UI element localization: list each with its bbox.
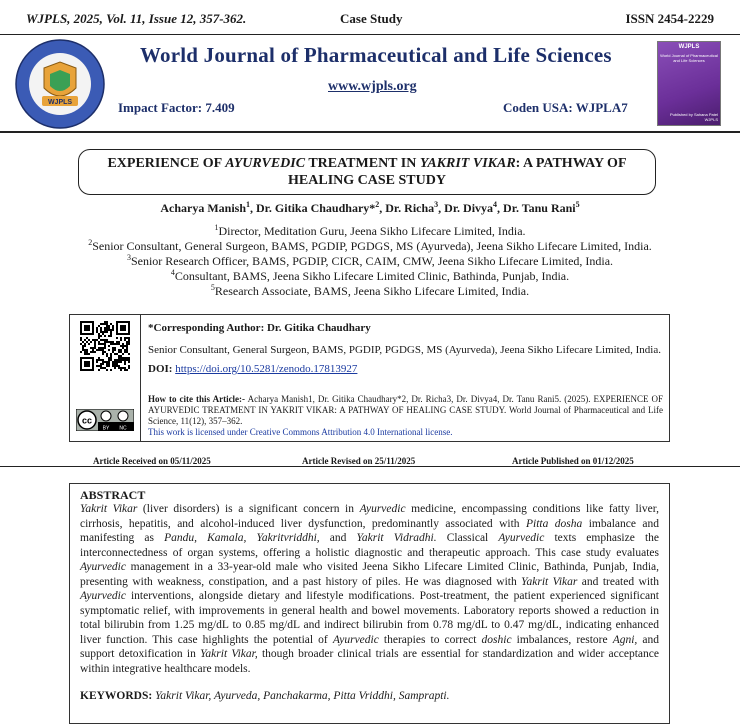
- abstract-text: [80, 502, 659, 676]
- author-affiliation: Senior Consultant, General Surgeon, BAMS, PGDIP, PGDGS, MS (Ayurveda), Jeena Sikho Lifecare Limited, India.: [148, 344, 661, 356]
- abstract-segment: Pandu, Kamala, Yakritvriddhi,: [164, 532, 320, 544]
- svg-text:NC: NC: [119, 425, 127, 431]
- cover-subtitle: World Journal of Pharmaceutical and Life Sciences: [660, 53, 718, 63]
- published-date: Article Published on 01/12/2025: [512, 456, 634, 466]
- coden: Coden USA: WJPLA7: [503, 100, 628, 115]
- journal-logo: [14, 38, 106, 130]
- license-link[interactable]: This work is licensed under Creative Commons Attribution 4.0 International license.: [148, 427, 453, 437]
- cite-text: Acharya Manish1, Dr. Gitika Chaudhary*2, Dr. Richa3, Dr. Divya4, Dr. Tanu Rani5. (2025). EXPERIENCE OF AYURVEDIC TREATMENT IN YAKRIT VIKAR: A PATHWAY OF HEALING CASE STUDY. World Journal of Pharmaceutical and Life Science, 11(12), 357–362.: [148, 394, 664, 426]
- abstract-segment: Ayurvedic: [332, 633, 379, 646]
- title-segment: TREATMENT IN: [305, 156, 420, 171]
- svg-text:BY: BY: [102, 425, 110, 431]
- author-list: Acharya Manish$^1$, Dr. Gitika Chaudhary*$^2$, Dr. Richa$^3$, Dr. Divya$^4$, Dr. Tanu Rani$^5$: [160, 200, 580, 215]
- abstract-segment: imbalances, restore: [511, 633, 613, 646]
- corresponding-author-card: [69, 314, 670, 442]
- corresponding-author-heading: *Corresponding Author: Dr. Gitika Chaudhary: [148, 322, 371, 334]
- affiliation-line: $^4$Consultant, BAMS, Jeena Sikho Lifecare Limited Clinic, Bathinda, Punjab, India.: [170, 268, 570, 283]
- abstract-segment: Pitta dosha: [525, 517, 583, 530]
- article-type: Case Study: [340, 11, 403, 26]
- journal-citation: WJPLS, 2025, Vol. 11, Issue 12, 357-362.: [26, 11, 247, 26]
- issn: ISSN 2454-2229: [625, 11, 714, 26]
- abstract-segment: Ayurvedic: [80, 590, 126, 602]
- abstract-box: [69, 483, 670, 724]
- header-rule: [0, 34, 740, 35]
- qr-code-icon[interactable]: [80, 321, 130, 371]
- abstract-segment: and support detoxification in: [80, 633, 659, 660]
- cover-publisher: Published by Sahana Patel WJPLS: [669, 112, 718, 122]
- abstract-segment: therapies to correct: [378, 633, 482, 646]
- abstract-segment: Ayurvedic: [359, 503, 406, 515]
- impact-factor: Impact Factor: 7.409: [118, 100, 235, 115]
- abstract-segment: texts emphasize the interconnectedness of organ systems, offering a holistic diagnostic and therapeutic approach. This case study evaluates: [80, 532, 659, 559]
- author-name: Acharya Manish$^1$: [160, 200, 251, 215]
- title-segment: EXPERIENCE OF: [107, 156, 226, 171]
- abstract-segment: (liver disorders) is a significant concern in: [137, 503, 360, 515]
- cite-label: How to cite this Article:-: [148, 394, 246, 404]
- doi-link[interactable]: https://doi.org/10.5281/zenodo.17813927: [175, 363, 358, 375]
- svg-text:cc: cc: [81, 415, 93, 426]
- affiliation-line: $^2$Senior Consultant, General Surgeon, BAMS, PGDIP, PGDGS, MS (Ayurveda), Jeena Sikho Lifecare Limited, India.: [88, 238, 652, 253]
- journal-cover-image: [657, 41, 721, 126]
- abstract-segment: management in a 33-year-old male who visited Jeena Sikho Lifecare Limited Clinic, Bathinda, Punjab, India, presenting with weakness, constipation, and a past history of piles. He was diagnosed with: [80, 561, 659, 588]
- article-title: [78, 149, 656, 195]
- abstract-segment: Ayurvedic: [80, 561, 126, 573]
- abstract-segment: Ayurvedic: [498, 532, 545, 544]
- card-divider: [140, 315, 141, 441]
- corresponding-author-details: [148, 341, 663, 379]
- logo-text: WJPLS: [47, 99, 73, 106]
- abstract-segment: medicine, encompassing conditions like fatty liver, cirrhosis, hepatitis, and alcohol-induced liver dysfunction, predominantly associated with: [80, 503, 659, 530]
- abstract-segment: interventions, alongside dietary and lifestyle modifications. Post-treatment, the patient experienced significant symptomatic relief, with improvements in general health and bowel movements. Laboratory reports showed a reduction in total bilirubin from 1.25 mg/dL to 0.85 mg/dL and indirect bilirubin from 0.78 mg/dL to 0.47 mg/dL, indicating enhanced liver function. This case highlights the potential of: [80, 590, 659, 646]
- abstract-segment: though broader clinical trials are essential for standardization and wider acceptance within integrative healthcare models.: [80, 648, 659, 675]
- dates-rule: [0, 466, 740, 467]
- affiliation-line: $^3$Senior Research Officer, BAMS, PGDIP, CICR, CAIM, CMW, Jeena Sikho Lifecare Limited, India.: [126, 253, 614, 268]
- abstract-segment: Classical: [436, 532, 499, 544]
- title-segment: YAKRIT VIKAR: [419, 156, 516, 171]
- journal-url-link[interactable]: www.wjpls.org: [328, 79, 417, 94]
- cover-title: WJPLS: [678, 44, 700, 50]
- running-header: [0, 0, 740, 36]
- journal-name: World Journal of Pharmaceutical and Life Sciences: [140, 43, 612, 67]
- title-segment: AYURVEDIC: [225, 156, 306, 171]
- title-segment: : A PATHWAY OF HEALING CASE STUDY: [288, 156, 627, 188]
- abstract-segment: and: [319, 532, 357, 544]
- abstract-segment: doshic: [481, 633, 512, 646]
- keywords-text: Yakrit Vikar, Ayurveda, Panchakarma, Pitta Vriddhi, Samprapti.: [155, 690, 450, 702]
- abstract-segment: and treated with: [577, 575, 659, 588]
- abstract-segment: Agni,: [612, 633, 638, 646]
- keywords: [80, 690, 659, 702]
- keywords-label: KEYWORDS:: [80, 690, 153, 702]
- received-date: Article Received on 05/11/2025: [93, 456, 211, 466]
- masthead-rule: [0, 131, 740, 133]
- abstract-heading: ABSTRACT: [80, 488, 146, 502]
- abstract-segment: Yakrit Vikar: [80, 503, 138, 515]
- author-name: Dr. Gitika Chaudhary*$^2$: [256, 200, 380, 215]
- creative-commons-icon: [76, 409, 134, 431]
- abstract-segment: Yakrit Vidradhi.: [356, 532, 437, 544]
- abstract-segment: Yakrit Vikar: [521, 575, 578, 588]
- author-name: Dr. Richa$^3$: [385, 200, 439, 215]
- affiliation-line: $^5$Research Associate, BAMS, Jeena Sikho Lifecare Limited, India.: [210, 283, 530, 298]
- citation-info: [148, 394, 663, 438]
- abstract-segment: imbalance and manifesting as: [80, 517, 659, 544]
- affiliation-line: $^1$Director, Meditation Guru, Jeena Sikho Lifecare Limited, India.: [214, 223, 526, 238]
- author-name: Dr. Tanu Rani$^5$: [503, 200, 580, 215]
- author-name: Dr. Divya$^4$: [444, 200, 498, 215]
- doi-label: DOI:: [148, 363, 173, 375]
- abstract-segment: Yakrit Vikar,: [200, 648, 258, 660]
- revised-date: Article Revised on 25/11/2025: [302, 456, 416, 466]
